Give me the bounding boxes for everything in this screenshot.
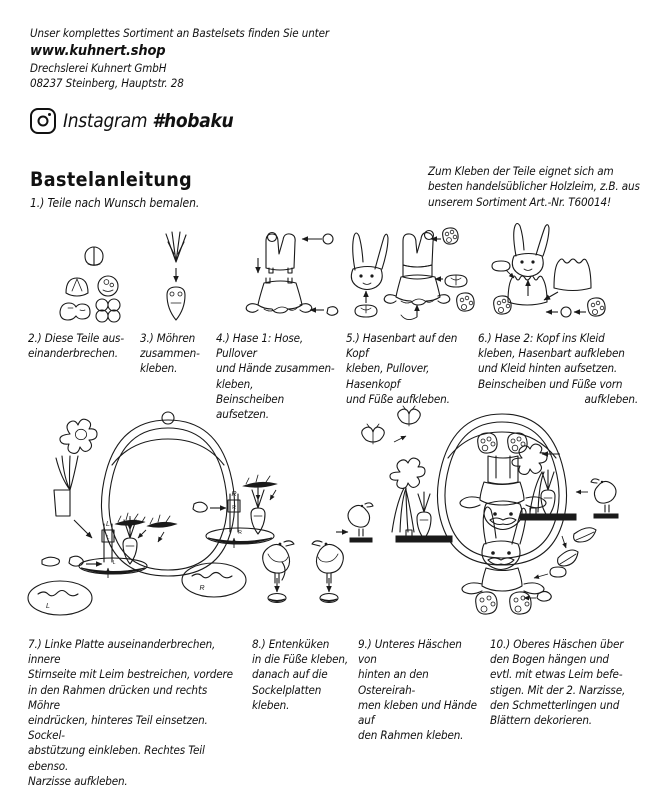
step-10-caption: 10.) Oberes Häschen über den Bogen hängen und evtl. mit etwas Leim befe- stigen. Mit der 2. Narzisse, den Schmetterlingen und Blättern dekorieren. (490, 637, 626, 728)
glue-note: Zum Kleben der Teile eignet sich am besten handelsüblicher Holzleim, z.B. aus unserem Sortiment Art.-Nr. T60014! (428, 164, 640, 209)
illustration-step-8 (258, 528, 358, 606)
step-5-caption: 5.) Hasenbart auf den Kopf kleben, Pullover, Hasenkopf und Füße aufkleben. (346, 331, 458, 406)
step-4-caption: 4.) Hase 1: Hose, Pullover und Hände zusammen- kleben, Beinscheiben aufsetzen. (216, 331, 335, 422)
instagram-handle: #hobaku (152, 110, 234, 132)
illustration-step-3 (152, 232, 200, 324)
illustration-step-6 (492, 226, 642, 324)
svg-text:R: R (238, 530, 242, 536)
step-2-caption: 2.) Diese Teile aus- einanderbrechen. (28, 331, 124, 361)
svg-text:R: R (231, 491, 237, 498)
header-address: 08237 Steinberg, Hauptstr. 28 (30, 76, 184, 90)
step-6-caption: 6.) Hase 2: Kopf ins Kleid kleben, Hasenbart aufkleben und Kleid hinten aufsetzen. Beinscheiben und Füße vorn aufkleben. (478, 331, 638, 406)
step-3-caption: 3.) Möhren zusammen- kleben. (140, 331, 200, 376)
step-7-caption: 7.) Linke Platte auseinanderbrechen, innere Stirnseite mit Leim bestreichen, vordere in den Rahmen drücken und rechts Möhre eindrücken, hinteres Teil einsetzen. Sockel- abstützung einkleben. Rechtes Teil ebenso. Narzisse aufkleben. (28, 637, 233, 788)
instagram-row (30, 108, 233, 134)
step-8-caption: 8.) Entenküken in die Füße kleben, danach auf die Sockelplatten kleben. (252, 637, 348, 712)
header-block (30, 26, 430, 91)
instagram-label: Instagram (63, 110, 153, 132)
illustration-step-2 (40, 246, 150, 324)
instagram-text (63, 110, 233, 132)
illustration-step-4 (236, 228, 344, 324)
illustration-step-5 (345, 225, 475, 325)
page-title: Bastelanleitung (30, 168, 193, 191)
svg-text:L: L (106, 521, 110, 528)
header-shop-url: www.kuhnert.shop (30, 43, 166, 59)
svg-text:R: R (232, 505, 236, 511)
header-company: Drechslerei Kuhnert GmbH (30, 61, 167, 75)
instagram-icon (30, 108, 56, 134)
step-9-caption: 9.) Unteres Häschen von hinten an den Ostereirah- men kleben und Hände auf den Rahmen kleben. (358, 637, 477, 743)
svg-text:L: L (46, 603, 50, 610)
svg-text:L: L (112, 560, 116, 566)
header-intro-line: Unser komplettes Sortiment an Bastelsets finden Sie unter (30, 26, 330, 40)
svg-text:R: R (199, 585, 205, 592)
step-1-caption: 1.) Teile nach Wunsch bemalen. (30, 196, 200, 210)
svg-text:L: L (106, 535, 110, 541)
illustration-step-7 (18, 412, 288, 624)
illustration-step-9-10 (362, 408, 644, 626)
